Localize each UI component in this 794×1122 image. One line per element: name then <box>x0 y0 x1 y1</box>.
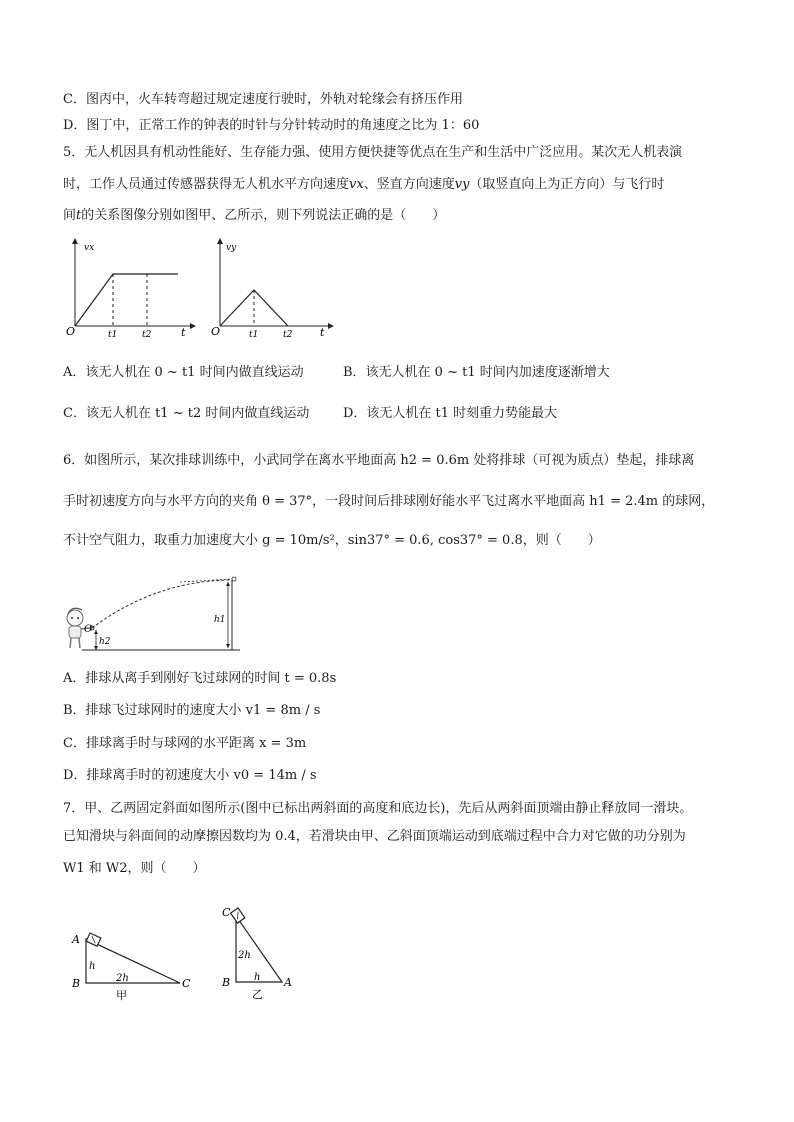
q4-option-c: C．图丙中，火车转弯超过规定速度行驶时，外轨对轮缘会有挤压作用 <box>63 92 463 107</box>
q5-stem-text: 、竖直方向速度 <box>363 177 455 192</box>
yi-point-B: B <box>222 976 231 989</box>
yi-caption: 乙 <box>252 988 263 1001</box>
graph-vy-xlabel: t <box>320 326 325 339</box>
fig6-h2: h2 <box>99 637 111 647</box>
graph-vy-origin: O <box>211 325 221 338</box>
q5-option-d: D．该无人机在 t1 时刻重力势能最大 <box>343 406 558 421</box>
graph-vy-ylabel: vy <box>226 243 237 253</box>
jia-point-C: C <box>182 977 191 990</box>
graph-vx-origin: O <box>66 325 76 338</box>
q5-graph-vy <box>210 238 335 338</box>
q7-incline-jia <box>68 925 198 1005</box>
q5-option-b: B．该无人机在 0 ~ t1 时间内加速度逐渐增大 <box>343 365 610 380</box>
jia-caption: 甲 <box>116 989 127 1002</box>
q4-option-d: D．图丁中，正常工作的钟表的时针与分针转动时的角速度之比为 1：60 <box>63 118 480 133</box>
q5-graph-vx <box>66 238 196 338</box>
q5-stem-line2 <box>63 176 754 194</box>
q6-volleyball-figure <box>62 568 262 658</box>
graph-vx-xlabel: t <box>181 326 186 339</box>
q5-stem-line1: 5．无人机因具有机动性能好、生存能力强、使用方便快捷等优点在生产和生活中广泛应用。某次无人机表演 <box>63 145 683 160</box>
q5-option-a: A．该无人机在 0 ~ t1 时间内做直线运动 <box>63 365 304 380</box>
graph-vx-ylabel: vx <box>84 243 95 253</box>
q7-stem-line2: 已知滑块与斜面间的动摩擦因数均为 0.4，若滑块由甲、乙斜面顶端运动到底端过程中合力对它做的功分别为 <box>63 829 686 844</box>
yi-height: 2h <box>238 950 251 961</box>
q5-stem-line3 <box>63 207 754 225</box>
graph-vy-t2: t2 <box>283 330 293 340</box>
q6-option-c: C．排球离手时与球网的水平距离 x = 3m <box>63 736 307 751</box>
q5-vx: vx <box>349 177 364 192</box>
q5-option-c: C．该无人机在 t1 ~ t2 时间内做直线运动 <box>63 406 310 421</box>
q7-stem-line1: 7．甲、乙两固定斜面如图所示(图中已标出两斜面的高度和底边长)，先后从两斜面顶端由静止释放同一滑块。 <box>63 801 693 816</box>
q6-stem-line2: 手时初速度方向与水平方向的夹角 θ = 37°，一段时间后排球刚好能水平飞过离水平地面高 h1 = 2.4m 的球网， <box>63 494 715 509</box>
jia-point-A: A <box>72 933 80 946</box>
q5-stem-text: 的关系图像分别如图甲、乙所示，则下列说法正确的是（ ） <box>81 208 446 223</box>
q5-stem-text: 间 <box>63 208 77 223</box>
q5-t: t <box>76 208 82 223</box>
graph-vy-t1: t1 <box>249 330 259 340</box>
yi-point-A: A <box>284 976 292 989</box>
jia-height: h <box>89 961 96 972</box>
q6-option-a: A．排球从离手到刚好飞过球网的时间 t = 0.8s <box>63 671 337 686</box>
fig6-origin: O <box>84 624 93 635</box>
q6-option-d: D．排球离手时的初速度大小 v0 = 14m / s <box>63 768 317 783</box>
q6-stem-line1: 6．如图所示，某次排球训练中，小武同学在离水平地面高 h2 = 0.6m 处将排球（可视为质点）垫起，排球离 <box>63 453 695 468</box>
q7-incline-yi <box>218 902 308 1002</box>
jia-point-B: B <box>72 977 81 990</box>
yi-point-C: C <box>222 906 231 919</box>
jia-base: 2h <box>116 973 129 984</box>
q6-option-b: B．排球飞过球网时的速度大小 v1 = 8m / s <box>63 703 321 718</box>
q5-stem-text: （取竖直向上为正方向）与飞行时 <box>469 177 665 192</box>
q5-vy: vy <box>454 177 470 192</box>
graph-vx-t1: t1 <box>108 330 118 340</box>
q6-stem-line3: 不计空气阻力，取重力加速度大小 g = 10m/s²，sin37° = 0.6, cos37° = 0.8，则（ ） <box>63 533 601 548</box>
graph-vx-t2: t2 <box>142 330 152 340</box>
q7-stem-line3: W1 和 W2，则（ ） <box>63 861 206 876</box>
fig6-h1: h1 <box>214 615 226 625</box>
q5-stem-text: 时，工作人员通过传感器获得无人机水平方向速度 <box>63 177 350 192</box>
yi-base: h <box>254 972 261 983</box>
